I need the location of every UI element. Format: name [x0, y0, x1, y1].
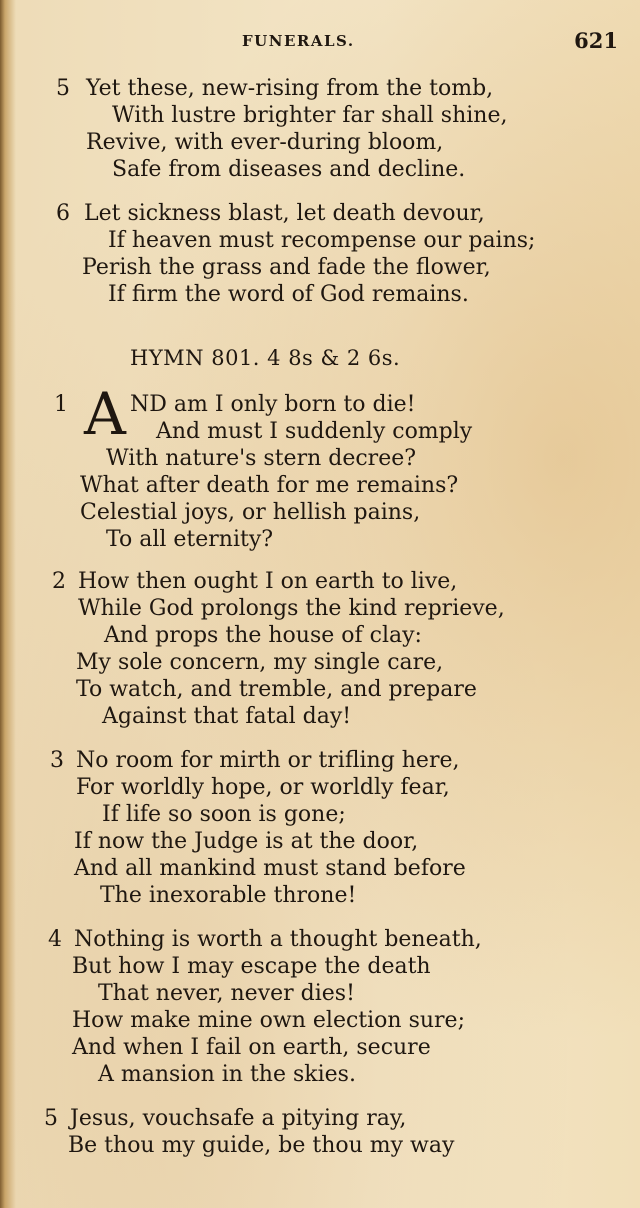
verse-line: And when I fail on earth, secure	[72, 1035, 431, 1060]
verse-line: A mansion in the skies.	[98, 1062, 356, 1087]
verse-line: ND am I only born to die!	[130, 392, 416, 417]
verse-line: If heaven must recompense our pains;	[108, 228, 536, 253]
verse-line: The inexorable throne!	[100, 883, 357, 908]
page-header	[0, 28, 640, 58]
stanza-number: 3	[50, 748, 64, 773]
verse-line: While God prolongs the kind reprieve,	[78, 596, 505, 621]
running-head: FUNERALS.	[242, 32, 355, 50]
verse-line: Be thou my guide, be thou my way	[68, 1133, 455, 1158]
verse-line: If now the Judge is at the door,	[74, 829, 419, 854]
stanza-number: 6	[56, 201, 70, 226]
verse-line: How make mine own election sure;	[72, 1008, 465, 1033]
verse-line: Yet these, new-rising from the tomb,	[86, 76, 494, 101]
hymn-title: HYMN 801. 4 8s & 2 6s.	[130, 346, 401, 370]
verse-line: Perish the grass and fade the flower,	[82, 255, 491, 280]
verse-line: Nothing is worth a thought beneath,	[74, 927, 482, 952]
verse-line: Revive, with ever-during bloom,	[86, 130, 444, 155]
stanza-number: 5	[56, 76, 70, 101]
verse-line: What after death for me remains?	[80, 473, 459, 498]
verse-line: To watch, and tremble, and prepare	[76, 677, 477, 702]
stanza-number: 1	[54, 392, 68, 417]
verse-line: Celestial joys, or hellish pains,	[80, 500, 421, 525]
verse-line: Jesus, vouchsafe a pitying ray,	[70, 1106, 407, 1131]
verse-line: That never, never dies!	[98, 981, 355, 1006]
verse-line: How then ought I on earth to live,	[78, 569, 458, 594]
verse-line: Let sickness blast, let death devour,	[84, 201, 485, 226]
stanza-number: 2	[52, 569, 66, 594]
verse-line: My sole concern, my single care,	[76, 650, 444, 675]
verse-line: And props the house of clay:	[104, 623, 422, 648]
stanza-number: 5	[44, 1106, 58, 1131]
verse-line: No room for mirth or trifling here,	[76, 748, 460, 773]
verse-line: And all mankind must stand before	[74, 856, 466, 881]
verse-line: Safe from diseases and decline.	[112, 157, 466, 182]
verse-line: With nature's stern decree?	[106, 446, 417, 471]
verse-line: For worldly hope, or worldly fear,	[76, 775, 450, 800]
stanza-number: 4	[48, 927, 62, 952]
drop-capital: A	[84, 380, 126, 448]
verse-line: But how I may escape the death	[72, 954, 431, 979]
verse-line: With lustre brighter far shall shine,	[112, 103, 508, 128]
verse-line: To all eternity?	[106, 527, 274, 552]
verse-line: If firm the word of God remains.	[108, 282, 469, 307]
verse-line: Against that fatal day!	[102, 704, 352, 729]
page-number: 621	[574, 28, 618, 53]
verse-line: And must I suddenly comply	[156, 419, 473, 444]
verse-line: If life so soon is gone;	[102, 802, 346, 827]
